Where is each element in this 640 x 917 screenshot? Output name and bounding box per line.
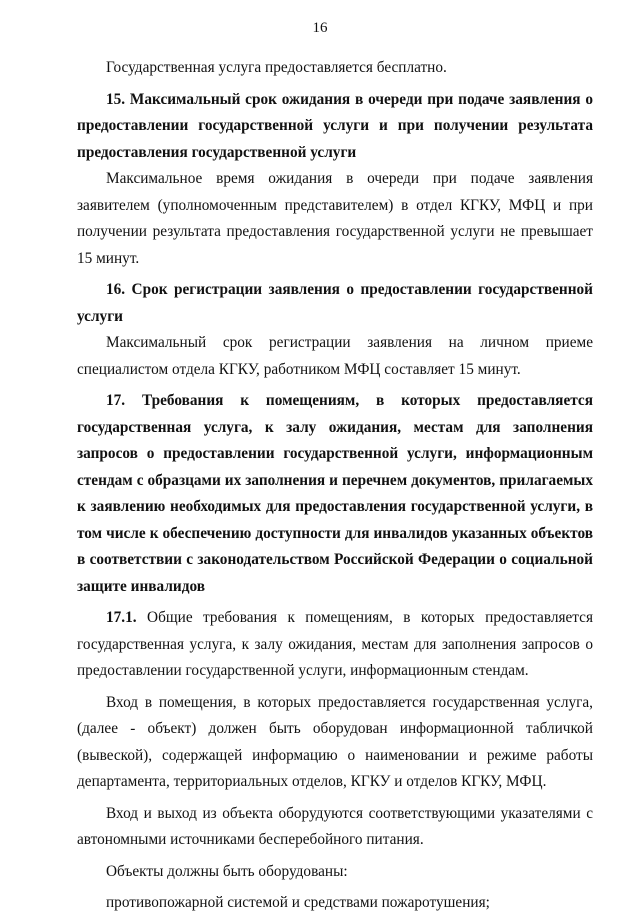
paragraph-wait-time: Максимальное время ожидания в очереди при подаче заявления заявителем (уполномоченным представителем) в отдел КГКУ, МФЦ и при получении результата предоставления государственной услуги не превышает 15 минут.	[77, 170, 593, 267]
page-number: 16	[312, 20, 328, 36]
paragraph-entrance-sign: Вход в помещения, в которых предоставляется государственная услуга, (далее - объект) должен быть оборудован информационной табличкой (вывеской), содержащей информацию о наименовании и режиме работы департамента, территориальных отделов, КГКУ и отделов КГКУ, МФЦ.	[77, 693, 593, 790]
paragraph-entrance-exit: Вход и выход из объекта оборудуются соответствующими указателями с автономными источниками бесперебойного питания.	[77, 804, 593, 848]
document-body	[77, 55, 593, 917]
section-heading-16: 16. Срок регистрации заявления о предоставлении государственной услуги	[77, 281, 593, 325]
paragraph-registration-time: Максимальный срок регистрации заявления на личном приеме специалистом отдела КГКУ, работником МФЦ составляет 15 минут.	[77, 334, 593, 378]
paragraph-general-requirements	[77, 605, 593, 685]
subsection-text: Общие требования к помещениям, в которых предоставляется государственная услуга, к залу ожидания, местам для заполнения запросов о предоставлении государственной услуги, информационным стендам.	[77, 609, 593, 679]
subsection-number: 17.1.	[106, 609, 137, 626]
paragraph-fee: Государственная услуга предоставляется бесплатно.	[106, 59, 447, 76]
paragraph-fire-system: противопожарной системой и средствами пожаротушения;	[106, 894, 490, 911]
section-heading-15: 15. Максимальный срок ожидания в очереди при подаче заявления о предоставлении государственной услуги и при получении результата предоставления государственной услуги	[77, 90, 593, 161]
section-heading-17: 17. Требования к помещениям, в которых предоставляется государственная услуга, к залу ожидания, местам для заполнения запросов о предоставлении государственной услуги, информационным стендам с образцами их заполнения и перечнем документов, прилагаемых к заявлению необходимых для предоставления государственной услуги, в том числе к обеспечению доступности для инвалидов указанных объектов в соответствии с законодательством Российской Федерации о социальной защите инвалидов	[77, 392, 593, 595]
paragraph-equipment: Объекты должны быть оборудованы:	[106, 862, 348, 880]
